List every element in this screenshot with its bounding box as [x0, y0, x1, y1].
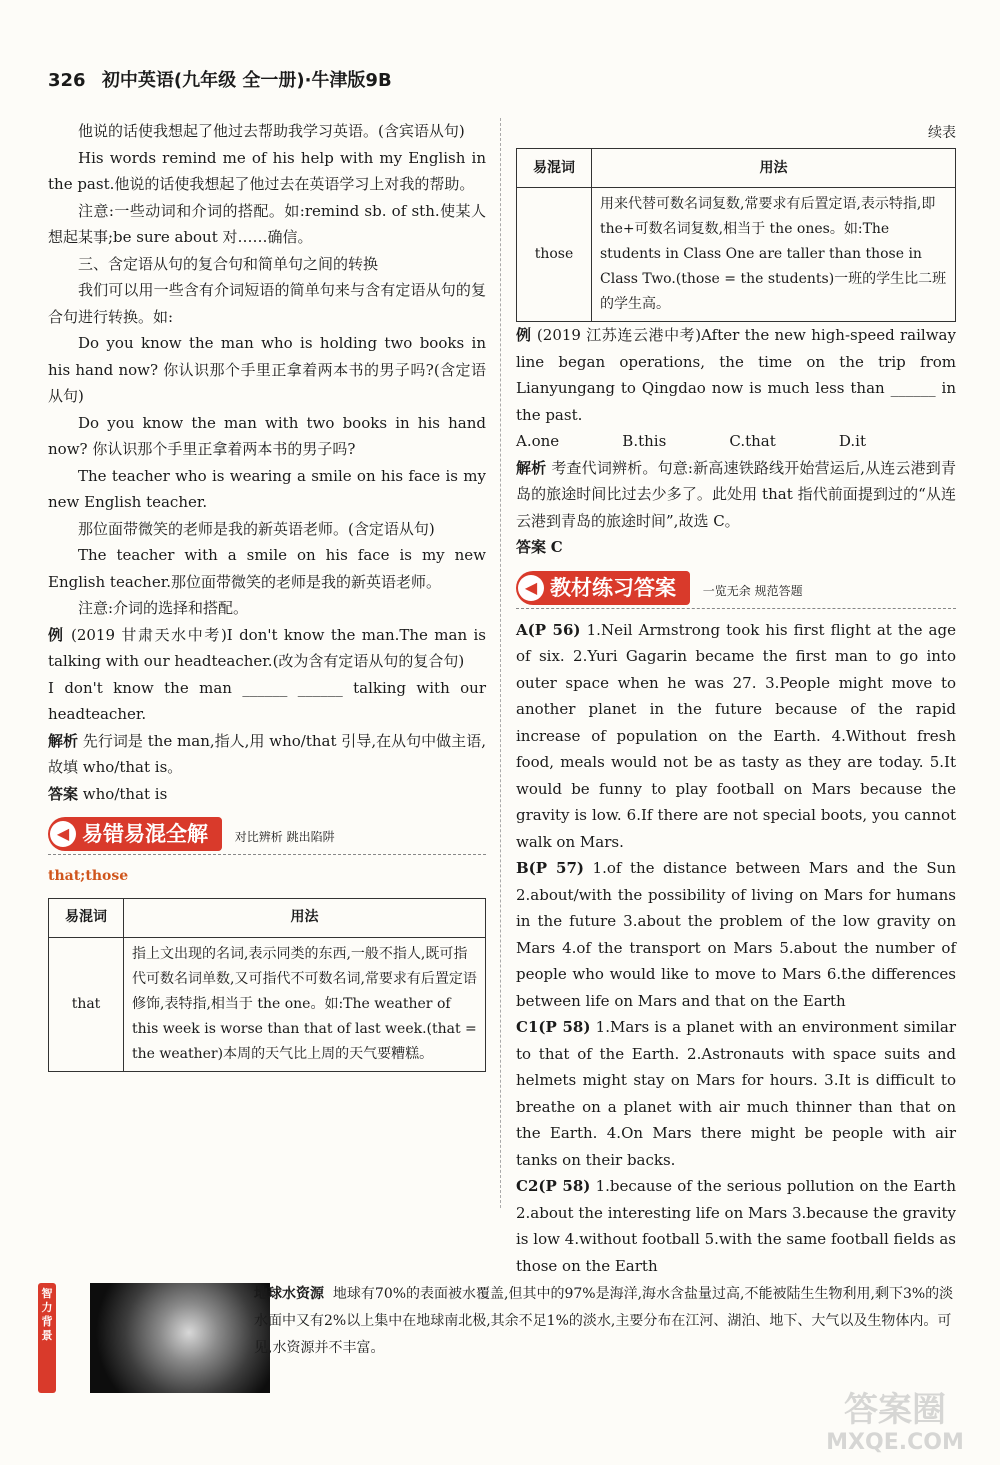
table-cell-usage: 指上文出现的名词,表示同类的东西,一般不指人,既可指代可数名词单数,又可指代不可数名词,常要求有后置定语修饰,表特指,相当于 the one。如:The weather of this week is worse than that of last week.(that = the weather)本周的天气比上周的天气要糟糕。 [124, 937, 486, 1071]
options [516, 428, 956, 455]
answer-block-label: C2(P 58) [516, 1177, 591, 1195]
table-header-usage: 用法 [124, 898, 486, 937]
example-text: (2019 甘肃天水中考)I don't know the man.The man is talking with our headteacher.(改为含有定语从句的复合句) [48, 625, 486, 670]
paragraph: His words remind me of his help with my English in the past.他说的话使我想起了他过去在英语学习上对我的帮助。 [48, 148, 486, 193]
analysis [516, 455, 956, 535]
continued-label: 续表 [928, 125, 956, 141]
banner-title: 易错易混全解 [82, 822, 208, 846]
answer-text: C [550, 538, 563, 556]
table-cell-word: that [49, 937, 124, 1071]
answer-block-text: 1.because of the serious pollution on the Earth 2.about the interesting life on Mars 3.because the gravity is low 4.without football 5.with the same football fields as those on the Earth [516, 1177, 956, 1275]
example [516, 322, 956, 428]
paragraph: 注意:一些动词和介词的搭配。如:remind sb. of sth.使某人想起某事;be sure about 对……确信。 [48, 201, 486, 246]
table-cell-word: those [517, 188, 592, 322]
paragraph: 那位面带微笑的老师是我的新英语老师。(含定语从句) [78, 519, 435, 538]
example-label: 例 [516, 326, 532, 344]
banner-subtitle: 一览无余 规范答题 [702, 583, 803, 598]
banner-subtitle: 对比辨析 跳出陷阱 [234, 830, 335, 844]
right-column [516, 118, 956, 1279]
paragraph: Do you know the man with two books in his hand now? 你认识那个手里正拿着两本书的男子吗? [48, 413, 486, 458]
answer-block [516, 1014, 956, 1173]
background-text [254, 1281, 954, 1362]
speaker-icon: ◀ [518, 575, 544, 601]
table-header-word: 易混词 [49, 898, 124, 937]
section-heading: 三、含定语从句的复合句和简单句之间的转换 [78, 254, 379, 273]
site-watermark [800, 1390, 990, 1460]
table-cell-usage: 用来代替可数名词复数,常要求有后置定语,表示特指,即 the+可数名词复数,相当于 the ones。如:The students in Class One are taller than those in Class Two.(those = the students)一班的学生比二班的学生高。 [592, 188, 956, 322]
answer [48, 781, 486, 808]
watermark-cn: 答案圈 [844, 1390, 946, 1430]
option-c: C.that [729, 432, 776, 450]
paragraph: 注意:介词的选择和搭配。 [78, 599, 249, 617]
background-title: 地球水资源 [254, 1286, 324, 1302]
option-b: B.this [622, 432, 667, 450]
analysis [48, 728, 486, 781]
section-banner [48, 817, 486, 857]
answer [516, 534, 956, 561]
option-a: A.one [516, 432, 560, 450]
topic-subtitle: that;those [48, 868, 129, 884]
answer-block [516, 855, 956, 1014]
example [48, 622, 486, 675]
paragraph: Do you know the man who is holding two books in his hand now? 你认识那个手里正拿着两本书的男子吗?(含定语从句) [48, 334, 486, 405]
answer-block [516, 1173, 956, 1279]
paragraph: 我们可以用一些含有介词短语的简单句来与含有定语从句的复合句进行转换。如: [48, 281, 486, 326]
option-d: D.it [838, 432, 866, 450]
table-header-usage: 用法 [592, 149, 956, 188]
table-header-word: 易混词 [517, 149, 592, 188]
book-title: 初中英语(九年级 全一册)·牛津版9B [101, 70, 392, 91]
analysis-text: 先行词是 the man,指人,用 who/that 引导,在从句中做主语,故填 who/that is。 [48, 731, 486, 776]
background-tag: 智力背景 [38, 1283, 56, 1393]
column-divider [500, 118, 501, 1208]
watermark-en: MXQE.COM [826, 1430, 964, 1455]
page-number: 326 [48, 70, 86, 91]
analysis-label: 解析 [516, 458, 547, 477]
comparison-table-continued [516, 148, 956, 322]
example-blank: I don't know the man ______ ______ talking with our headteacher. [48, 678, 486, 723]
left-column [48, 118, 486, 1072]
analysis-label: 解析 [48, 731, 79, 750]
answer-label: 答案 [516, 538, 547, 556]
earth-image [90, 1283, 270, 1393]
answer-block-text: 1.Neil Armstrong took his first flight at the age of six. 2.Yuri Gagarin became the first man to go into outer space when he was 27. 3.People might move to another planet in the future because of the rapid increase of population on the Earth. 4.Without fresh food, meals would not be as tasty as they are today. 5.It would be funny to play football on Mars because the gravity is low. 6.If there are not special boots, you cannot walk on Mars. [516, 620, 956, 851]
paragraph: The teacher who is wearing a smile on his face is my new English teacher. [48, 466, 486, 511]
banner-title: 教材练习答案 [550, 575, 676, 600]
comparison-table [48, 898, 486, 1072]
answer-block-text: 1.Mars is a planet with an environment similar to that of the Earth. 2.Astronauts with space suits and helmets might stay on Mars for hours. 3.It is difficult to breathe on a planet with air much thinner than that on the Earth. 4.On Mars there might be people with air tanks on their backs. [516, 1018, 956, 1169]
background-body: 地球有70%的表面被水覆盖,但其中的97%是海洋,海水含盐量过高,不能被陆生生物利用,剩下3%的淡水面中又有2%以上集中在地球南北极,其余不足1%的淡水,主要分布在江河、湖泊、地下、大气以及生物体内。可见,水资源并不丰富。 [254, 1286, 954, 1356]
page-header [48, 68, 392, 95]
answer-block-label: C1(P 58) [516, 1018, 591, 1036]
paragraph: 他说的话使我想起了他过去帮助我学习英语。(含宾语从句) [78, 122, 465, 140]
answer-block-label: A(P 56) [516, 620, 581, 639]
speaker-icon: ◀ [50, 821, 76, 847]
answer-label: 答案 [48, 784, 79, 803]
answer-block [516, 617, 956, 856]
answer-text: who/that is [82, 784, 168, 803]
answer-block-text: 1.of the distance between Mars and the Sun 2.about/with the possibility of living on Mars for humans in the future 3.about the problem of the low gravity on Mars 4.of the transport on Mars 5.about the number of people who would like to move to Mars 6.the differences between life on Mars and that on the Earth [516, 859, 956, 1010]
analysis-text: 考查代词辨析。句意:新高速铁路线开始营运后,从连云港到青岛的旅途时间比过去少多了。此处用 that 指代前面提到过的“从连云港到青岛的旅途时间”,故选 C。 [516, 458, 956, 530]
example-text: (2019 江苏连云港中考)After the new high-speed railway line began operations, the time on the trip from Lianyungang to Qingdao now is much less than ______ in the past. [516, 326, 956, 424]
example-label: 例 [48, 625, 65, 644]
section-banner [516, 571, 956, 611]
answer-block-label: B(P 57) [516, 859, 585, 877]
paragraph: The teacher with a smile on his face is my new English teacher.那位面带微笑的老师是我的新英语老师。 [48, 546, 486, 591]
table-row [517, 188, 956, 322]
table-row [49, 937, 486, 1071]
background-box [38, 1275, 968, 1395]
